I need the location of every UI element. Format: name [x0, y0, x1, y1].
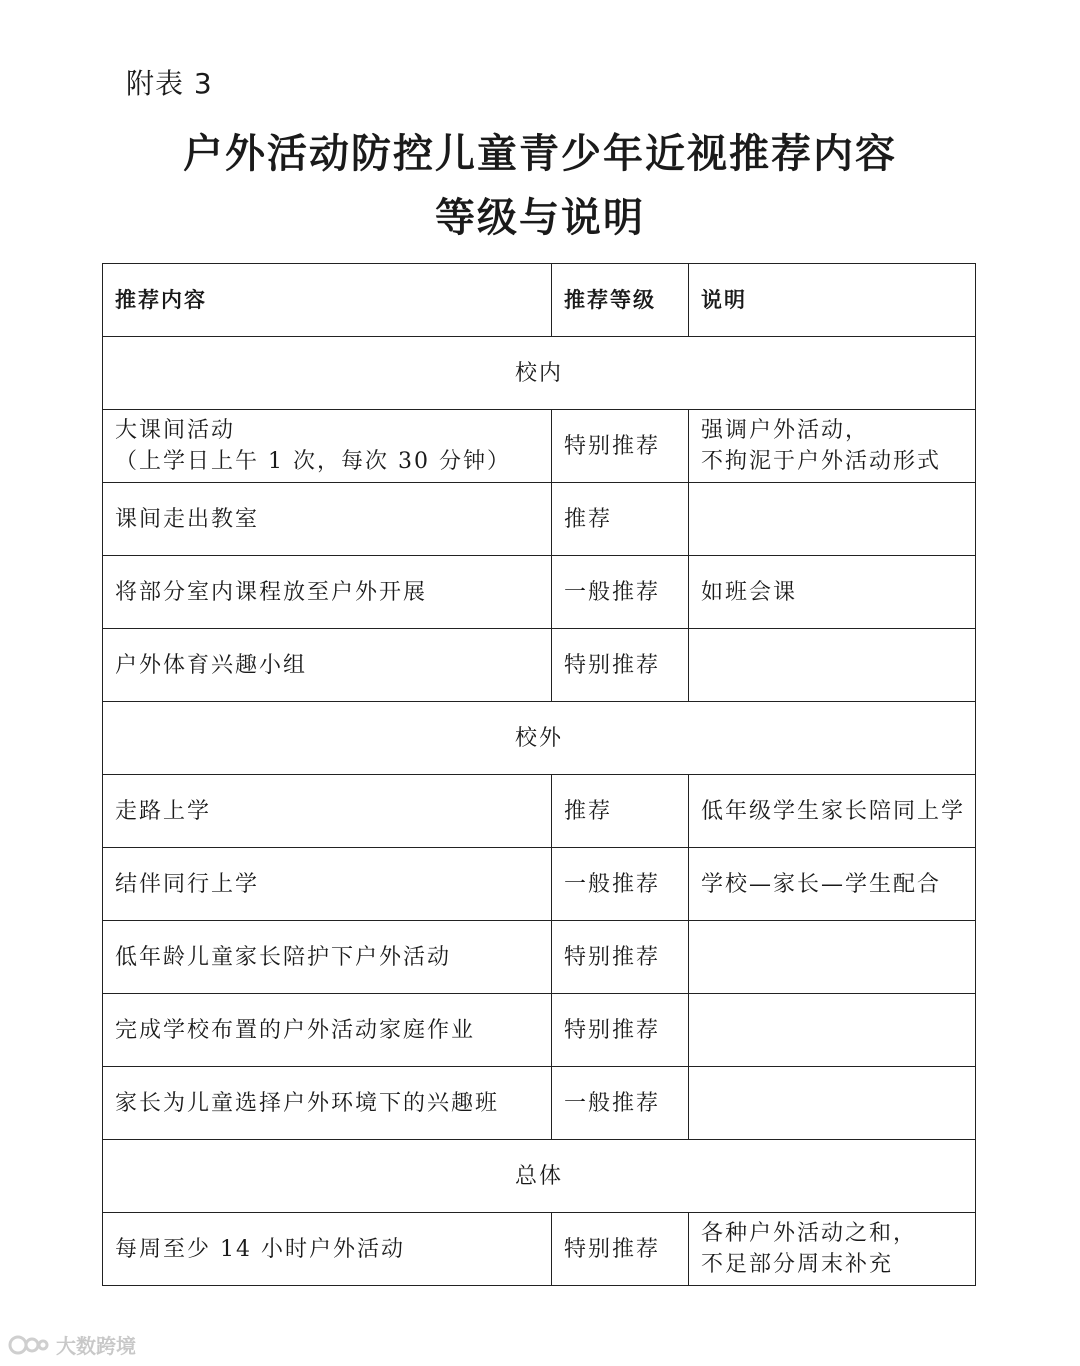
cell-content	[103, 848, 552, 921]
table-row	[103, 921, 976, 994]
section-title: 校外	[103, 702, 976, 775]
cell-level: 推荐	[552, 775, 689, 848]
cell-content-line: 户外体育兴趣小组	[115, 652, 308, 678]
cell-content	[103, 629, 552, 702]
recommendation-table	[102, 263, 976, 1286]
cell-note-line: 强调户外活动，	[701, 418, 870, 443]
cell-content-line: （上学日上午 1 次，每次 30 分钟）	[115, 449, 511, 474]
cell-content-line: 大课间活动	[115, 418, 236, 443]
cell-level: 特别推荐	[552, 410, 689, 483]
cell-level: 特别推荐	[552, 994, 689, 1067]
cell-level: 特别推荐	[552, 629, 689, 702]
cell-content-line: 低年龄儿童家长陪护下户外活动	[115, 944, 452, 970]
table-row	[103, 1213, 976, 1286]
cell-note-line: 低年级学生家长陪同上学	[701, 798, 966, 824]
cell-content-line: 家长为儿童选择户外环境下的兴趣班	[115, 1090, 500, 1116]
cell-content-line: 走路上学	[115, 798, 212, 824]
cell-content	[103, 483, 552, 556]
appendix-label: 附表 3	[126, 67, 213, 100]
cell-content	[103, 994, 552, 1067]
cell-level: 一般推荐	[552, 1067, 689, 1140]
table-row	[103, 848, 976, 921]
section-title: 校内	[103, 337, 976, 410]
header-cell-level: 推荐等级	[552, 264, 689, 337]
cell-note-line: 不足部分周末补充	[701, 1252, 894, 1277]
cell-content-line: 将部分室内课程放至户外开展	[115, 579, 428, 605]
table-row	[103, 775, 976, 848]
section-title: 总体	[103, 1140, 976, 1213]
cell-content	[103, 556, 552, 629]
table-header-row	[103, 264, 976, 337]
document-title-line-1: 户外活动防控儿童青少年近视推荐内容	[183, 131, 897, 177]
cell-note	[689, 483, 976, 556]
header-cell-content: 推荐内容	[103, 264, 552, 337]
cell-content	[103, 410, 552, 483]
cell-note	[689, 775, 976, 848]
table-row	[103, 1067, 976, 1140]
cell-note	[689, 994, 976, 1067]
cell-note-line: 不拘泥于户外活动形式	[701, 449, 942, 474]
cell-level: 特别推荐	[552, 921, 689, 994]
watermark-text: 大数跨境	[56, 1334, 136, 1358]
cell-content	[103, 921, 552, 994]
cell-note-line: 学校—家长—学生配合	[701, 871, 942, 897]
watermark-logo-icon	[8, 1333, 50, 1357]
section-row	[103, 1140, 976, 1213]
cell-content-line: 结伴同行上学	[115, 871, 260, 897]
cell-note	[689, 556, 976, 629]
table-row	[103, 556, 976, 629]
cell-note-line: 如班会课	[701, 579, 798, 605]
section-row	[103, 337, 976, 410]
cell-note-line: 各种户外活动之和，	[701, 1221, 918, 1246]
cell-level: 一般推荐	[552, 848, 689, 921]
table-row	[103, 483, 976, 556]
cell-level: 特别推荐	[552, 1213, 689, 1286]
cell-level: 一般推荐	[552, 556, 689, 629]
cell-note	[689, 629, 976, 702]
cell-content	[103, 1067, 552, 1140]
cell-note	[689, 1067, 976, 1140]
cell-content	[103, 1213, 552, 1286]
cell-note	[689, 410, 976, 483]
cell-note	[689, 1213, 976, 1286]
table-row	[103, 629, 976, 702]
cell-note	[689, 848, 976, 921]
cell-content-line: 完成学校布置的户外活动家庭作业	[115, 1017, 476, 1043]
cell-content-line: 每周至少 14 小时户外活动	[115, 1236, 405, 1262]
table-row	[103, 994, 976, 1067]
section-row	[103, 702, 976, 775]
header-cell-note: 说明	[689, 264, 976, 337]
table-row	[103, 410, 976, 483]
cell-content-line: 课间走出教室	[115, 506, 260, 532]
cell-level: 推荐	[552, 483, 689, 556]
cell-content	[103, 775, 552, 848]
cell-note	[689, 921, 976, 994]
watermark	[8, 1330, 136, 1359]
document-title-line-2: 等级与说明	[435, 195, 645, 241]
